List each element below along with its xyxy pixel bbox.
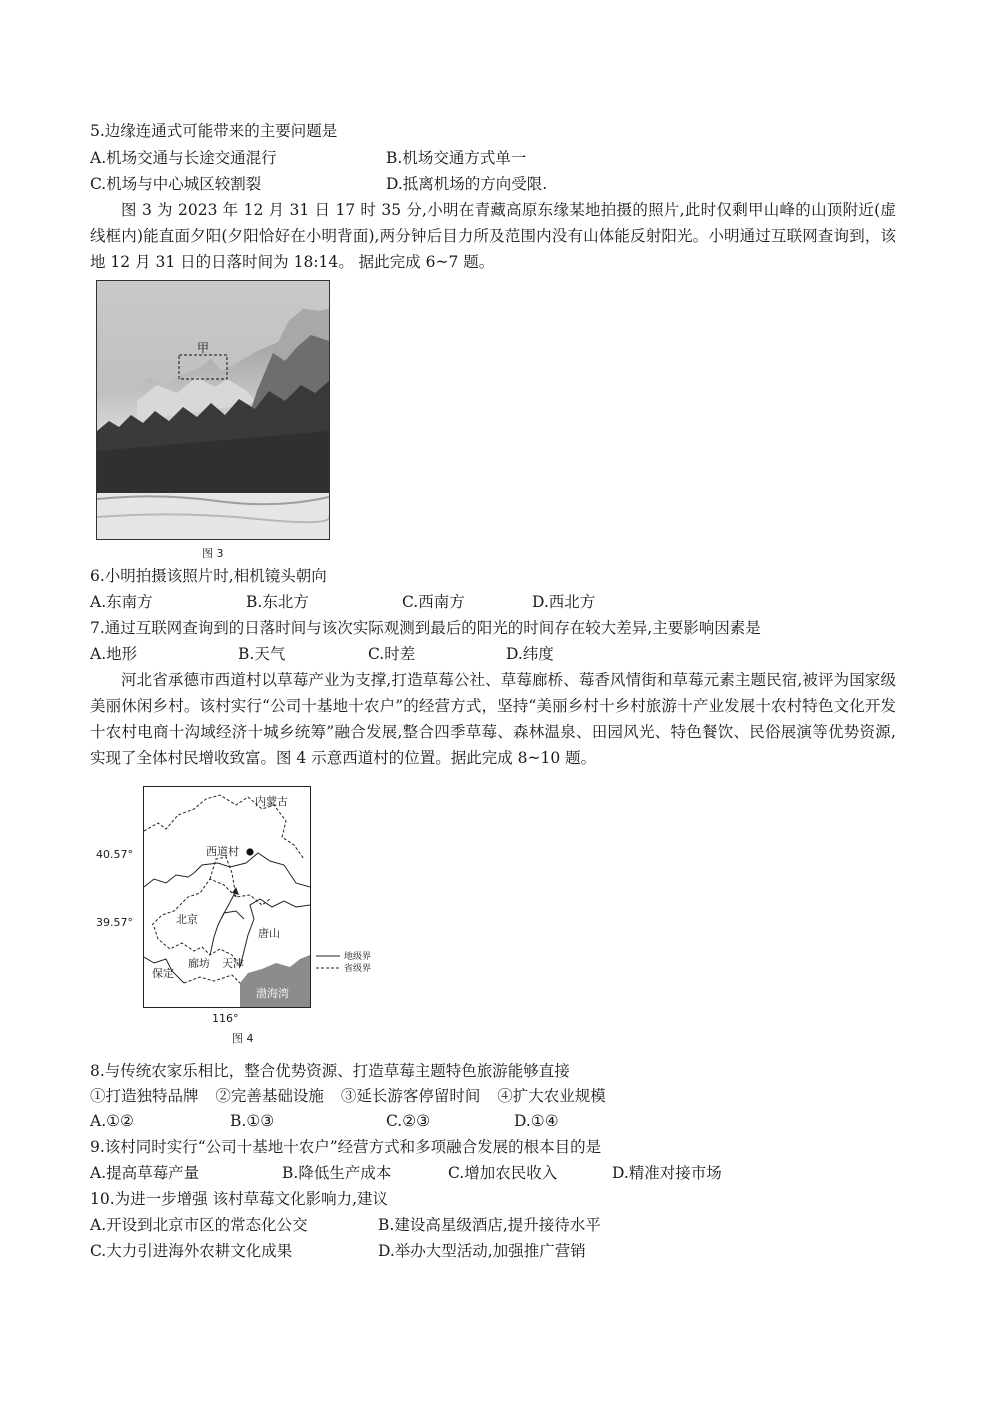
q6-option-a: A.东南方	[90, 593, 153, 611]
q9-option-b: B.降低生产成本	[282, 1164, 392, 1182]
q8-option-d: D.①④	[514, 1112, 559, 1130]
figure-3-photo	[96, 280, 330, 540]
q5-option-a: A.机场交通与长途交通混行	[90, 149, 277, 167]
label-baoding: 保定	[152, 967, 174, 980]
q5-stem: 5.边缘连通式可能带来的主要问题是	[90, 122, 338, 140]
xidao-village-marker	[246, 848, 253, 855]
latitude-label-39-57: 39.57°	[96, 916, 133, 929]
q5-option-c: C.机场与中心城区较割裂	[90, 175, 262, 193]
longitude-label-116: 116°	[212, 1012, 239, 1025]
q9-option-d: D.精准对接市场	[612, 1164, 722, 1182]
q6-option-c: C.西南方	[402, 593, 465, 611]
q9-option-c: C.增加农民收入	[448, 1164, 558, 1182]
figure-4-caption: 图 4	[232, 1032, 254, 1045]
label-xidaocun: 西道村	[206, 845, 239, 858]
q10-option-d: D.举办大型活动,加强推广营销	[378, 1242, 586, 1260]
q7-option-a: A.地形	[90, 645, 138, 663]
intro-paragraph-8-10: 河北省承德市西道村以草莓产业为支撑,打造草莓公社、草莓廊桥、莓香风情街和草莓元素主题民宿,被评为国家级美丽休闲乡村。该村实行“公司十基地十农户”的经营方式，坚持“美丽乡村十乡村旅游十产业发展十农村特色文化开发十农村电商十沟域经济十城乡统筹”融合发展,整合四季草莓、森林温泉、田园风光、特色餐饮、民俗展演等优势资源,实现了全体村民增收致富。图 4 示意西道村的位置。据此完成 8~10 题。	[90, 671, 896, 767]
q10-option-b: B.建设高星级酒店,提升接待水平	[378, 1216, 601, 1234]
q10-option-c: C.大力引进海外农耕文化成果	[90, 1242, 293, 1260]
q9-stem: 9.该村同时实行“公司十基地十农户”经营方式和多项融合发展的根本目的是	[90, 1138, 602, 1156]
label-tangshan: 唐山	[258, 927, 280, 940]
q6-stem: 6.小明拍摄该照片时,相机镜头朝向	[90, 567, 327, 585]
q6-option-d: D.西北方	[532, 593, 596, 611]
label-langfang: 廊坊	[188, 957, 210, 970]
q5-option-b: B.机场交通方式单一	[386, 149, 527, 167]
q7-option-b: B.天气	[238, 645, 286, 663]
q8-option-c: C.②③	[386, 1112, 431, 1130]
q8-stem: 8.与传统农家乐相比，整合优势资源、打造草莓主题特色旅游能够直接	[90, 1062, 570, 1080]
legend-city-border: 地级界	[344, 952, 372, 962]
q7-option-c: C.时差	[368, 645, 416, 663]
label-bohaiwan: 渤海湾	[256, 987, 289, 1000]
label-neimenggu: 内蒙古	[255, 795, 288, 808]
figure-4-map	[143, 786, 311, 1008]
latitude-label-40-57: 40.57°	[96, 848, 133, 861]
q8-option-b: B.①③	[230, 1112, 275, 1130]
intro-paragraph-6-7: 图 3 为 2023 年 12 月 31 日 17 时 35 分,小明在青藏高原东缘某地拍摄的照片,此时仅剩甲山峰的山顶附近(虚线框内)能直面夕阳(夕阳恰好在小明背面),两分钟后目力所及范围内没有山体能反射阳光。小明通过互联网查询到，该地 12 月 31 日的日落时间为 18:14。 据此完成 6~7 题。	[90, 201, 896, 271]
peak-label: 甲	[197, 341, 210, 355]
q9-option-a: A.提高草莓产量	[90, 1164, 200, 1182]
q10-option-a: A.开设到北京市区的常态化公交	[90, 1216, 308, 1234]
mountain-photo-illustration	[97, 281, 329, 539]
label-beijing: 北京	[176, 913, 198, 926]
q5-option-d: D.抵离机场的方向受限.	[386, 175, 548, 193]
q8-option-a: A.①②	[90, 1112, 134, 1130]
q7-option-d: D.纬度	[506, 645, 554, 663]
q6-option-b: B.东北方	[246, 593, 309, 611]
figure-3-caption: 图 3	[202, 547, 224, 560]
q8-items: ①打造独特品牌 ②完善基础设施 ③延长游客停留时间 ④扩大农业规模	[90, 1087, 606, 1105]
q10-stem: 10.为进一步增强 该村草莓文化影响力,建议	[90, 1190, 389, 1208]
label-tianjin: 天津	[222, 957, 244, 970]
legend-province-border: 省级界	[344, 964, 372, 974]
map-legend-lines	[314, 950, 344, 974]
q7-stem: 7.通过互联网查询到的日落时间与该次实际观测到最后的阳光的时间存在较大差异,主要影响因素是	[90, 619, 761, 637]
